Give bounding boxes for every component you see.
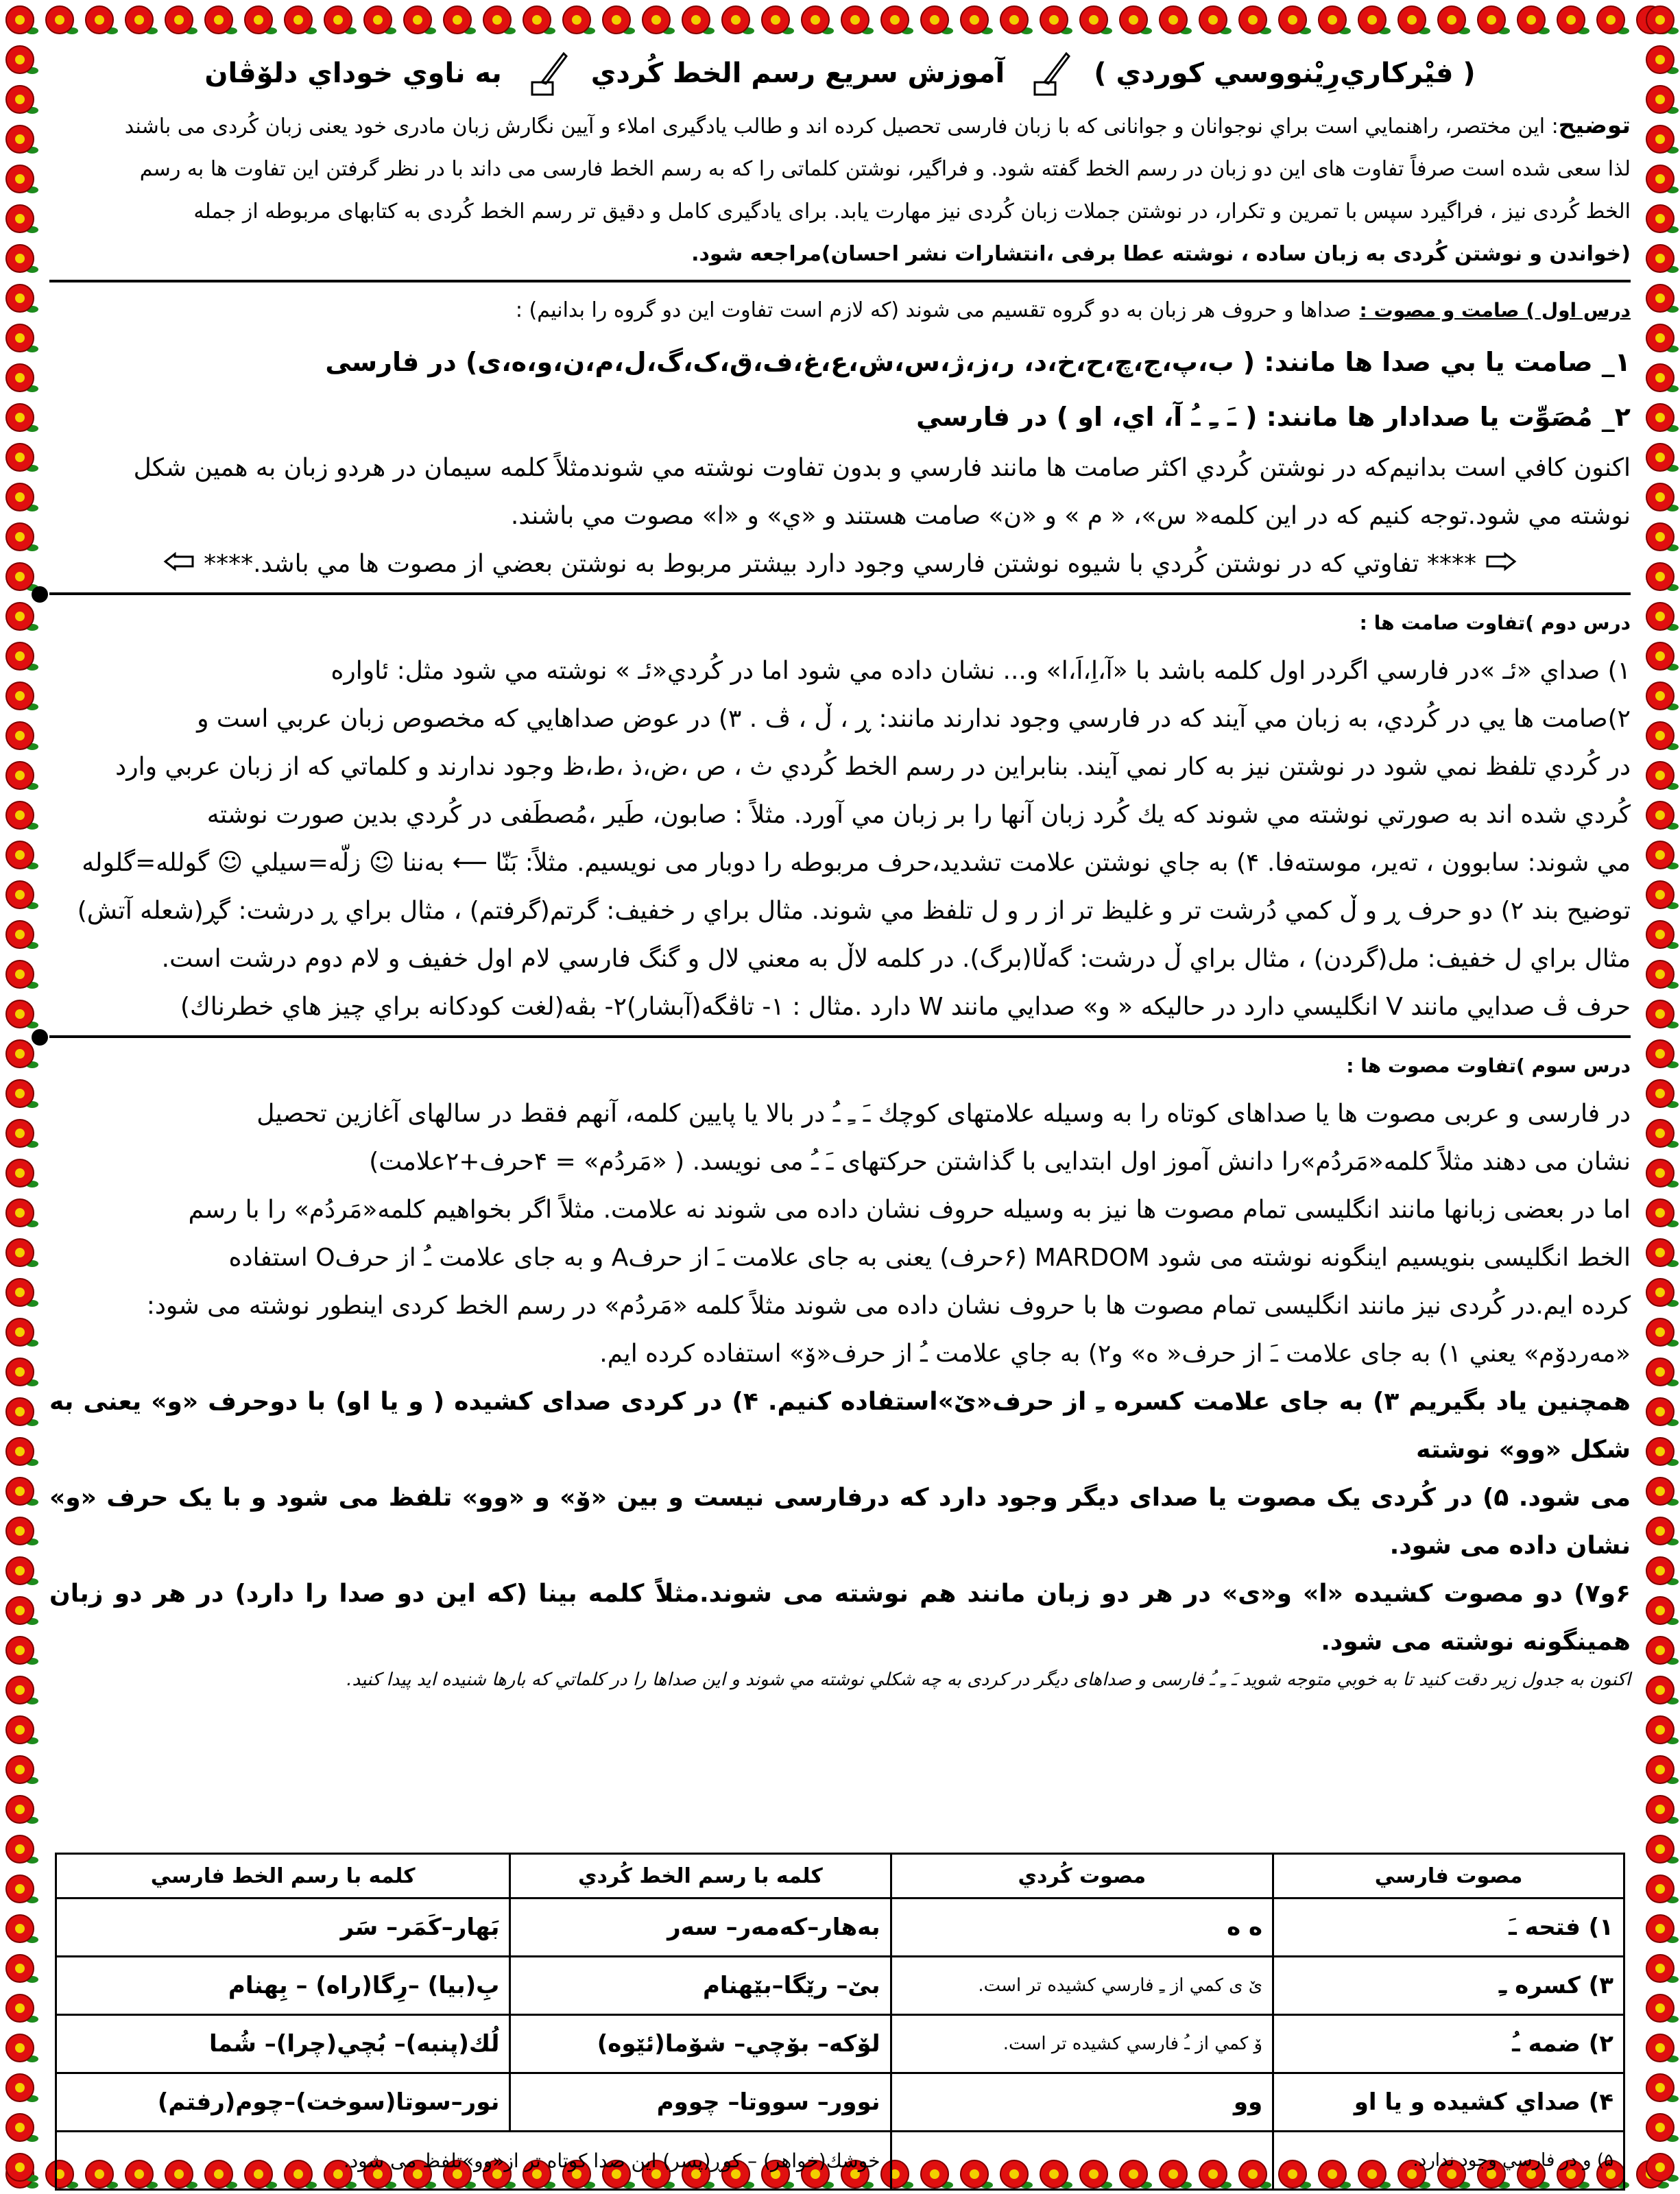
table-cell: وو [891,2073,1273,2132]
flower-border-right [1640,0,1680,2194]
lesson1-item2: ۲_ مُصَوِّت يا صدادار ها مانند: ( ـَ ـِ ـُ آ، اي، او ) در فارسي [916,402,1631,432]
table-row [56,1957,1624,2015]
lesson3-line7: همچنين ياد بگيريم ۳) به جای علامت كسره ـِ از حرف«ێ»استفاده كنيم. ۴) در كردی صدای كشيده ( و يا او) با دوحرف «و» يعنی به شكل «وو» نوشته [49,1388,1631,1464]
lesson3-section [49,1042,1631,1693]
table-header-cell: كلمه با رسم الخط كُردي [510,1854,891,1898]
lesson1-intro: صداها و حروف هر زبان به دو گروه تقسيم می شوند (كه لازم است تفاوت اين دو گروه را بدانيم) : [515,298,1352,322]
lesson2-line1: ۱) صداي «ئـ »در فارسي اگردر اول كلمه باشد با «آ،اِ،اَ،ا» و... نشان داده مي شود اما در كُردي«ئـ » نوشته مي شود مثل: ئاواره [331,657,1631,685]
lesson1-p1: اكنون كافي است بدانيم‌كه در نوشتن كُردي اكثر صامت ها مانند فارسي و بدون تفاوت نوشته مي شوند‌مثلاً كلمه سيمان در هردو زبان به همين شكل [133,454,1631,482]
lesson3-line1: در فارسی و عربی مصوت ها يا صداهای كوتاه را به وسيله علامتهای كوچك ـَ ـِ ـُ در بالا يا پايين كلمه، آنهم فقط در سالهای آغازين تحصيل [256,1100,1631,1128]
quill-icon [523,49,571,97]
vowel-comparison-table [55,1853,1625,2191]
document-page [43,43,1637,2172]
lesson2-line2: ۲)صامت ها يي در كُردي، به زبان مي آيند كه در فارسي وجود ندارند مانند: ڕ ، ڵ ، ڤ . ۳) در عوض صداهايي كه مخصوص زبان عربي است و [197,705,1631,733]
lesson3-line5: كرده ايم.در كُردی نيز مانند انگليسی تمام مصوت ها با حروف نشان داده می شوند مثلاً كلمه «مَردُم» در رسم الخط كردی اينطور نوشته می شود: [146,1292,1631,1320]
lesson2-line5: مي شوند: سابوون ، تەير، موستەفا. ۴) به جاي نوشتن علامت تشديد،حرف مربوطه را دوبار می نويسيم. مثلاً: بَنّا ⟵ بەننا ☺ زلّه=سيلي ☺ گولله=گلوله [82,849,1631,877]
table-row [56,1898,1624,1957]
title-left: ( فيْركاري‌رِيْنووسي كوردي ) [1094,58,1476,89]
flower-border-left [0,0,40,2194]
intro-section [49,104,1631,276]
table-cell: بەهار–كەمەر– سەر [510,1898,891,1957]
flower-border-top [0,0,1680,40]
lesson3-line3: اما در بعضی زبانها مانند انگليسی تمام مصوت ها نيز به وسيله حروف نشان داده می شوند نه علامت. مثلاً اگر بخواهيم كلمه«مَردُم» را با رسم [188,1196,1631,1224]
pointing-hand-icon [163,551,195,572]
intro-label: توضيح [1558,112,1631,139]
table-cell: ۆ كمي از ـُ فارسي كشيده تر است. [891,2015,1273,2073]
divider [49,592,1631,595]
table-header-cell: كلمه با رسم الخط فارسي [56,1854,510,1898]
table-row [56,2073,1624,2132]
lesson1-p2: نوشته مي شود.توجه كنيم كه در اين كلمه« س»، « م » و «ن» صامت هستند و «ي» و «ا» مصوت مي باشند. [510,502,1631,530]
lesson3-line2: نشان می دهند مثلاً كلمه«مَردُم»را دانش آموز اول ابتدايی با گذاشتن حركتهای ـَ ـُ می نويسد. ( «مَردُم» = ۴حرف+۲علامت) [369,1148,1631,1176]
lesson3-line6: «مەردۆم» يعني ۱) به جای علامت ـَ از حرف« ە» و۲) به جاي علامت ـُ از حرف«ۆ» استفاده كرده ايم. [599,1340,1631,1368]
lesson1-heading: درس اول ) صامت و مصوت : [1359,299,1631,322]
pointing-hand-icon [1485,551,1517,572]
table-cell: نوور– سووتا– چووم [510,2073,891,2132]
table-header-cell: مصوت فارسي [1273,1854,1624,1898]
intro-line2: لذا سعی شده است صرفاً تفاوت های اين دو زبان در رسم الخط گفته شود. و فراگير، نوشتن كلماتی را كه به رسم الخط فارسی می داند با در نظر گرفتن اين تفاوت ها به رسم [139,157,1631,181]
title-row [49,43,1631,104]
lesson3-line4: الخط انگليسی بنويسيم اينگونه نوشته می شود MARDOM (۶حرف) يعنی به جای علامت ـَ از حرفA و به جای علامت ـُ از حرفO استفاده [228,1244,1631,1272]
lesson3-line8: می شود. ۵) در كُردی يک مصوت يا صدای ديگر وجود دارد كه درفارسی نيست و بين «ۆ» و «وو» تلفظ می شود و با يک حرف «و» نشان داده می شود. [49,1484,1631,1560]
divider [49,1035,1631,1038]
table-cell [891,2132,1273,2190]
intro-line1: : اين مختصر، راهنمايي است براي نوجوانان و جوانانی كه با زبان فارسی تحصيل كرده اند و طالب يادگيری املاء و آيين نگارش زبان مادری خود يعنی زبان كُردی می باشند [124,114,1559,138]
lesson2-line6: توضيح بند ۲) دو حرف ڕ و ڵ كمي دُرشت تر و غليظ تر از ر و ل تلفظ مي شوند. مثال براي ر خفيف: گرتم(گرفتم) ، مثال براي ڕ درشت: گڕ(شعله آتش) [77,897,1631,925]
intro-line3: الخط كُردی نيز ، فراگيرد سپس با تمرين و تكرار، در نوشتن جملات زبان كُردی نيز مهارت يابد. برای يادگيری كامل و دقيق تر رسم الخط كُردی به كتابهای مربوطه از جمله [193,200,1631,224]
lesson2-heading: درس دوم )تفاوت صامت ها : [1359,612,1631,634]
title-center: آموزش سريع رسم الخط كُردي [590,58,1005,89]
table-cell: بِ(بيا) –رِگا(راه) – بِهنام [56,1957,510,2015]
table-cell: بَهار–كَمَر– سَر [56,1898,510,1957]
table-cell: بێ– رێگا–بێهنام [510,1957,891,2015]
lesson2-line4: كُردي شده اند به صورتي نوشته مي شوند كه يك كُرد زبان آنها را بر زبان مي آورد. مثلاً : صابون، طَير ،مُصطَفی در كُردي بدين صورت نوشته [206,801,1631,829]
table-cell: ۴) صداي كشيده و يا او [1273,2073,1624,2132]
table-cell: ۱) فتحه ـَ [1273,1898,1624,1957]
lesson3-line10: اكنون به جدول زير دقت كنيد تا به خوبي متوجه شويد ـَ ـِ ـُ فارسی و صداهای ديگر در كردی به چه شكلي نوشته مي شوند و اين صداها را در كلماتي كه بارها شنيده ايد پيدا كنيد. [346,1669,1631,1690]
intro-line4: (خواندن و نوشتن كُردی به زبان ساده ، نوشته عطا برفی ،انتشارات نشر احسان)مراجعه شود. [691,242,1631,266]
lesson2-line8: حرف ڤ صدايي مانند V انگليسي دارد در حاليكه « و» صدايي مانند W دارد .مثال : ۱- تاڤگه(آبشار)۲- بڤه(لغت كودكانه براي چيز هاي خطرناك) [180,993,1631,1021]
table-cell: ێ ی كمي از ـِ فارسي كشيده تر است. [891,1957,1273,2015]
table-cell: نور–سوتا(سوخت)–چوم(رفتم) [56,2073,510,2132]
lesson2-line7: مثال براي ل خفيف: مل(گردن) ، مثال براي ڵ درشت: گەڵا(برگ). در كلمه لاڵ به معني لال و گنگ فارسي لام اول خفيف و لام دوم درشت است. [161,945,1631,973]
table-cell: لُك(پنبه)– بُچي(چرا)– شُما [56,2015,510,2073]
title-left-bismillah: به ناوي خوداي دلۆڤان [204,58,502,89]
table-cell: ۵) و در فارسي وجود ندارد. [1273,2132,1624,2190]
divider [49,280,1631,282]
lesson1-note: **** تفاوتي كه در نوشتن كُردي با شيوه نوشتن فارسي وجود دارد بيشتر مربوط به نوشتن بعضي از مصوت ها مي باشد.**** [204,550,1476,578]
lesson2-line3: در كُردي تلفظ نمي شود در نوشتن نيز به كار نمي آيند. بنابراين در رسم الخط كُردي ث ، ص ،ض،ذ ،ط،ظ وجود ندارند و كلماتي كه از زبان عربي وارد [115,753,1631,781]
lesson1-section [49,287,1631,588]
table-cell: لۆكە– بۆچي– شۆما(ئێوه) [510,2015,891,2073]
table-cell: ۲) ضمه ـُ [1273,2015,1624,2073]
table-cell: ۳) كسره ـِ [1273,1957,1624,2015]
lesson3-heading: درس سوم )تفاوت مصوت ها : [1346,1054,1631,1077]
lesson3-line9: ۶و۷) دو مصوت كشيده «ا» و«ی» در هر دو زبان مانند هم نوشته می شوند.مثلاً كلمه بينا (كه اين دو صدا را دارد) در هر دو زبان همينگونه نوشته می شود. [49,1580,1631,1656]
lesson2-section [49,599,1631,1031]
table-row [56,2132,1624,2190]
table-row [56,2015,1624,2073]
table-header-cell: مصوت كُردي [891,1854,1273,1898]
table-header-row [56,1854,1624,1898]
table-cell: ە ه [891,1898,1273,1957]
quill-icon [1025,49,1073,97]
table-cell: خوشك(خواهر) – كوڕ(پسر) اين صدا كوتاه تر از«وو»تلفظ می شود. [56,2132,891,2190]
lesson1-item1: ۱_ صامت يا بي صدا ها مانند: ( ب،پ،ج،چ،ح،خ،د، ر،ز،ژ،س،ش،ع،غ،ف،ق،ک،گ،ل،م،ن،و،ه،ی) در فارسی [325,347,1631,377]
